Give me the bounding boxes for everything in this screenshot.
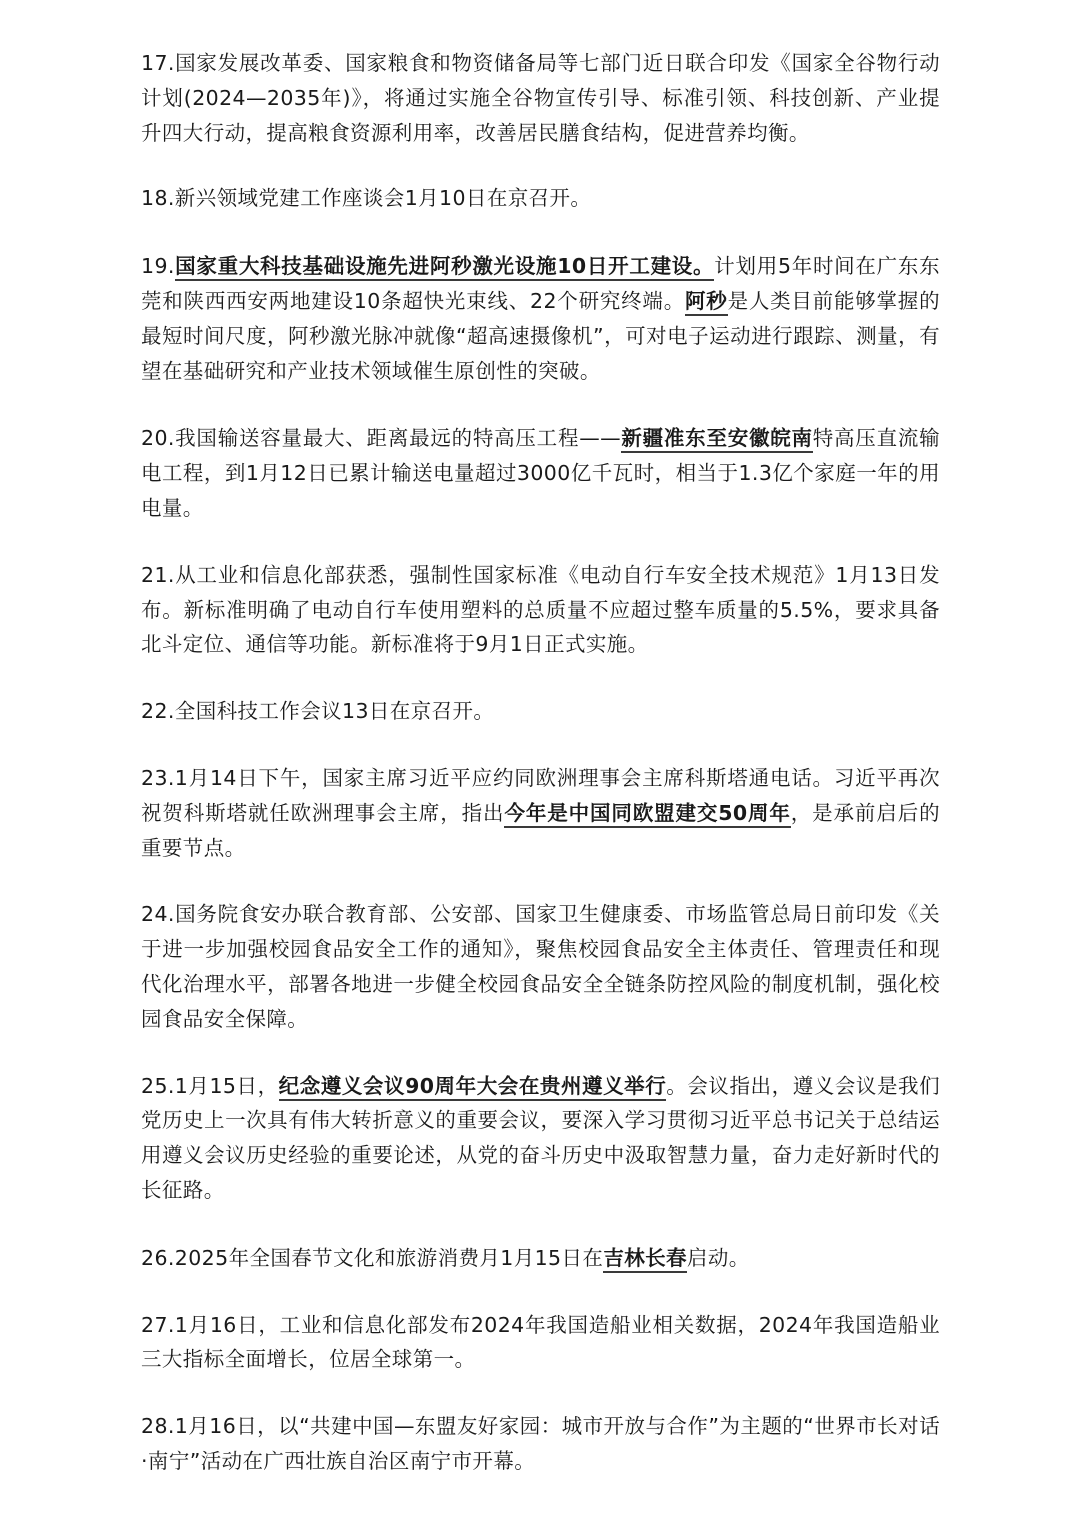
news-item-26-highlight: 吉林长春 bbox=[603, 1246, 687, 1273]
news-item-20-prefix: 20.我国输送容量最大、距离最远的特高压工程—— bbox=[141, 426, 622, 451]
news-item-23 bbox=[141, 761, 940, 865]
news-item-25-suffix: 。会议指出，遵义会议是我们党历史上一次具有伟大转折意义的重要会议，要深入学习贯彻习近平总书记关于总结运用遵义会议历史经验的重要论述，从党的奋斗历史中汲取智慧力量，奋力走好新时代的长征路。 bbox=[141, 1073, 940, 1202]
news-item-26 bbox=[141, 1241, 940, 1276]
news-item-22-text: 22.全国科技工作会议13日在京召开。 bbox=[141, 699, 495, 724]
news-item-25-prefix: 25.1月15日， bbox=[141, 1073, 279, 1098]
news-item-20-suffix: 特高压直流输电工程，到1月12日已累计输送电量超过3000亿千瓦时，相当于1.3亿个家庭一年的用电量。 bbox=[141, 426, 941, 520]
news-item-17 bbox=[141, 46, 940, 150]
news-item-24-text: 24.国务院食安办联合教育部、公安部、国家卫生健康委、市场监管总局日前印发《关于进一步加强校园食品安全工作的通知》，聚焦校园食品安全主体责任、管理责任和现代化治理水平，部署各地进一步健全校园食品安全全链条防控风险的制度机制，强化校园食品安全保障。 bbox=[141, 902, 940, 1031]
news-item-23-suffix: ，是承前启后的重要节点。 bbox=[141, 800, 940, 860]
news-item-28-text: 28.1月16日，以“共建中国—东盟友好家园：城市开放与合作”为主题的“世界市长对话·南宁”活动在广西壮族自治区南宁市开幕。 bbox=[141, 1414, 940, 1473]
news-item-27 bbox=[141, 1308, 940, 1378]
news-item-21 bbox=[141, 558, 940, 662]
news-item-20 bbox=[141, 421, 940, 525]
news-item-23-highlight: 今年是中国同欧盟建交50周年 bbox=[504, 801, 790, 828]
news-item-22 bbox=[141, 694, 940, 729]
news-item-19-highlight: 国家重大科技基础设施先进阿秒激光设施10日开工建设。 bbox=[175, 254, 714, 281]
news-item-23-prefix: 23.1月14日下午，国家主席习近平应约同欧洲理事会主席科斯塔通电话。习近平再次祝贺科斯塔就任欧洲理事会主席，指出 bbox=[141, 765, 940, 825]
news-item-18 bbox=[141, 181, 940, 216]
news-item-25-highlight: 纪念遵义会议90周年大会在贵州遵义举行 bbox=[279, 1074, 667, 1101]
news-item-19-middle: 计划用5年时间在广东东莞和陕西西安两地建设10条超快光束线、22个研究终端。 bbox=[141, 254, 940, 313]
news-item-17-text: 17.国家发展改革委、国家粮食和物资储备局等七部门近日联合印发《国家全谷物行动计划(2024—2035年)》，将通过实施全谷物宣传引导、标准引领、科技创新、产业提升四大行动，提高粮食资源利用率，改善居民膳食结构，促进营养均衡。 bbox=[141, 51, 940, 145]
news-item-19-suffix: 是人类目前能够掌握的最短时间尺度，阿秒激光脉冲就像“超高速摄像机”，可对电子运动进行跟踪、测量，有望在基础研究和产业技术领域催生原创性的突破。 bbox=[141, 288, 940, 383]
news-item-26-prefix: 26.2025年全国春节文化和旅游消费月1月15日在 bbox=[141, 1245, 604, 1270]
news-item-28 bbox=[141, 1409, 940, 1479]
news-item-21-text: 21.从工业和信息化部获悉，强制性国家标准《电动自行车安全技术规范》1月13日发布。新标准明确了电动自行车使用塑料的总质量不应超过整车质量的5.5%，要求具备北斗定位、通信等功能。新标准将于9月1日正式实施。 bbox=[141, 562, 940, 657]
news-item-19-prefix: 19. bbox=[141, 254, 175, 279]
news-item-26-suffix: 启动。 bbox=[686, 1245, 750, 1270]
news-item-19 bbox=[141, 249, 940, 388]
news-item-20-highlight: 新疆准东至安徽皖南 bbox=[621, 426, 813, 453]
news-item-25 bbox=[141, 1069, 940, 1208]
news-item-27-text: 27.1月16日，工业和信息化部发布2024年我国造船业相关数据，2024年我国造船业三大指标全面增长，位居全球第一。 bbox=[141, 1312, 940, 1372]
news-item-18-text: 18.新兴领域党建工作座谈会1月10日在京召开。 bbox=[141, 186, 592, 211]
news-item-19-highlight-2: 阿秒 bbox=[685, 289, 728, 316]
news-item-24 bbox=[141, 897, 940, 1036]
